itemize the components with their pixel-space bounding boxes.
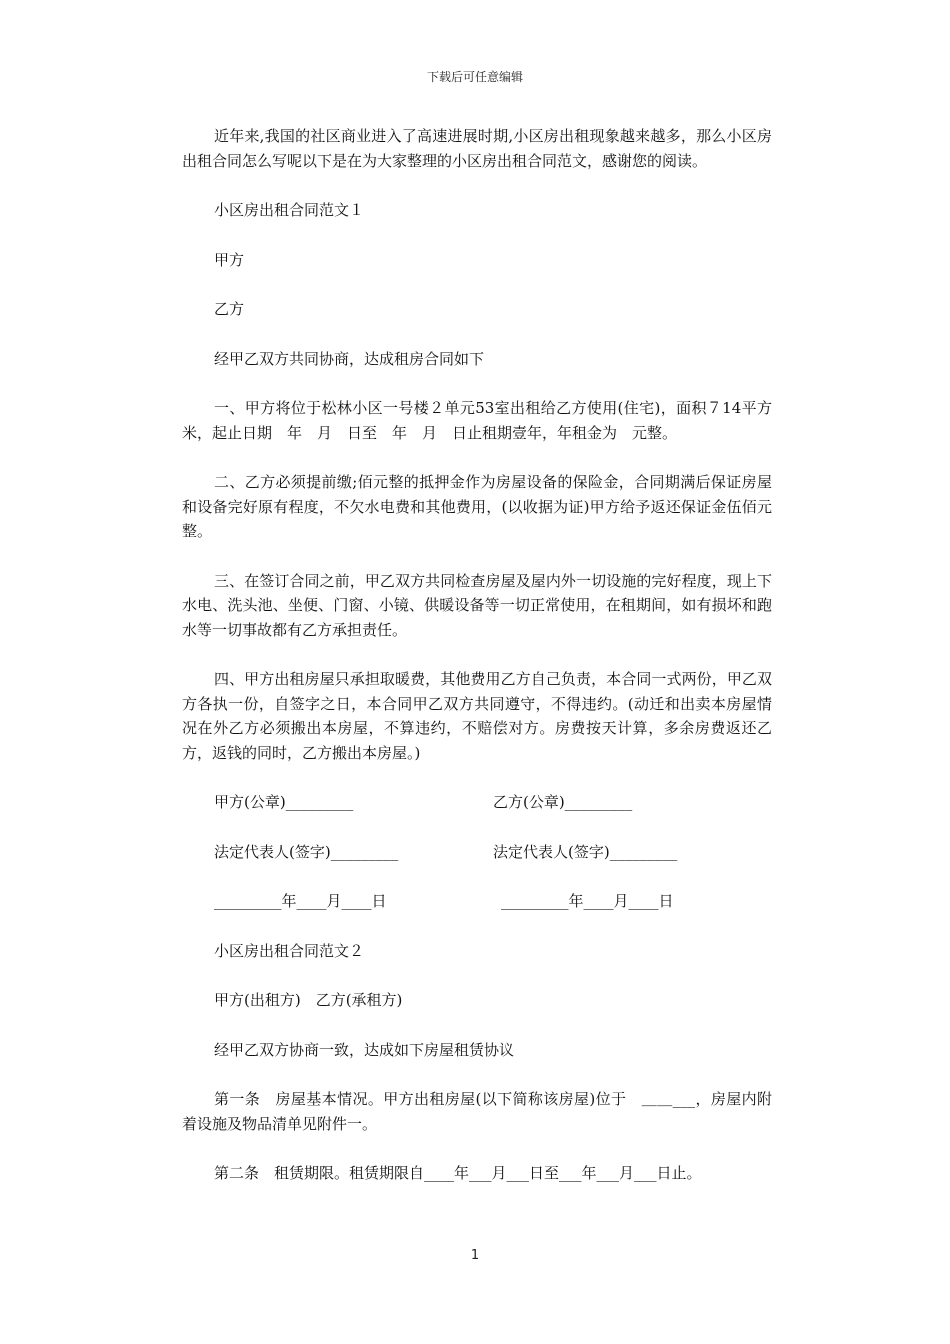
party-a-seal-line: 甲方(公章)_________ [214, 793, 354, 811]
contract1-preamble: 经甲乙双方共同协商，达成租房合同如下 [214, 349, 485, 368]
contract1-clause-1: 一、甲方将位于松林小区一号楼２单元53室出租给乙方使用(住宅)，面积７14平方米，起止日期 年 月 日至 年 月 日止租期壹年，年租金为 元整。 [182, 399, 772, 442]
contract1-party-a: 甲方 [214, 250, 245, 269]
contract2-article-1: 第一条 房屋基本情况。甲方出租房屋(以下简称该房屋)位于 ＿＿___，房屋内附着设施及物品清单见附件一。 [182, 1090, 772, 1133]
signature-row-seal [182, 790, 772, 815]
contract1-title: 小区房出租合同范文１ [214, 201, 365, 219]
document-body [182, 124, 772, 1211]
party-b-seal-line: 乙方(公章)_________ [493, 793, 633, 811]
party-a-date-line: _________年____月____日 [214, 892, 387, 910]
contract1-party-b: 乙方 [214, 300, 245, 318]
party-a-representative-line: 法定代表人(签字)_________ [214, 842, 399, 861]
contract2-title: 小区房出租合同范文２ [214, 941, 365, 960]
intro-paragraph: 近年来,我国的社区商业进入了高速进展时期,小区房出租现象越来越多，那么小区房出租合同怎么写呢以下是在为大家整理的小区房出租合同范文，感谢您的阅读。 [182, 127, 772, 170]
contract1-clause-3: 三、在签订合同之前，甲乙双方共同检查房屋及屋内外一切设施的完好程度，现上下水电、洗头池、坐便、门窗、小镜、供暖设备等一切正常使用，在租期间，如有损坏和跑水等一切事故都有乙方承担责任。 [182, 571, 772, 639]
contract2-preamble: 经甲乙双方协商一致，达成如下房屋租赁协议 [214, 1040, 515, 1059]
contract1-clause-4: 四、甲方出租房屋只承担取暖费，其他费用乙方自己负责，本合同一式两份，甲乙双方各执一份，自签字之日，本合同甲乙双方共同遵守，不得违约。(动迁和出卖本房屋情况在外乙方必须搬出本房屋，不算违约，不赔偿对方。房费按天计算，多余房费返还乙方，返钱的同时，乙方搬出本房屋。) [182, 670, 772, 762]
party-b-date-line: _________年____月____日 [501, 892, 674, 910]
contract1-clause-2: 二、乙方必须提前缴;佰元整的抵押金作为房屋设备的保险金，合同期满后保证房屋和设备完好原有程度，不欠水电费和其他费用，(以收据为证)甲方给予返还保证金伍佰元整。 [182, 473, 772, 540]
header-note: 下载后可任意编辑 [426, 70, 523, 84]
page-number: 1 [470, 1248, 480, 1263]
signature-row-date [182, 889, 772, 914]
party-b-representative-line: 法定代表人(签字)_________ [493, 842, 678, 861]
signature-row-representative [182, 840, 772, 865]
contract2-parties: 甲方(出租方) 乙方(承租方) [214, 991, 403, 1009]
contract2-article-2: 第二条 租赁期限。租赁期限自____年___月___日至___年___月___日止。 [214, 1164, 702, 1182]
